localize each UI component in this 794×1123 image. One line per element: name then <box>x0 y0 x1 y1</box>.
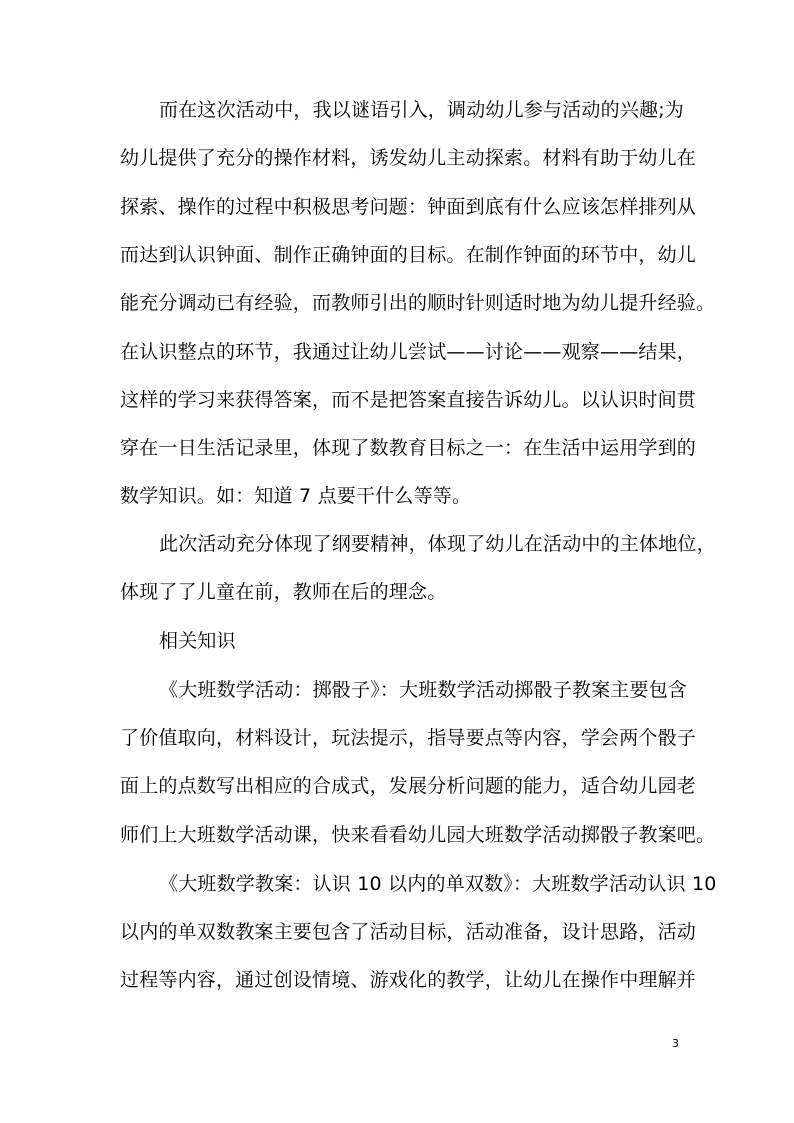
paragraph-line: 过程等内容，通过创设情境、游戏化的教学，让幼儿在操作中理解并 <box>120 969 697 991</box>
paragraph-line: 了价值取向，材料设计，玩法提示，指导要点等内容，学会两个骰子 <box>120 727 697 749</box>
page-number: 3 <box>672 1037 679 1050</box>
paragraph-line: 而达到认识钟面、制作正确钟面的目标。在制作钟面的环节中，幼儿 <box>120 244 697 266</box>
paragraph-line: 能充分调动已有经验，而教师引出的顺时针则适时地为幼儿提升经验。 <box>120 292 716 314</box>
paragraph-line: 这样的学习来获得答案，而不是把答案直接告诉幼儿。以认识时间贯 <box>120 389 697 411</box>
paragraph-line: 体现了了儿童在前，教师在后的理念。 <box>120 581 447 603</box>
paragraph-line: 面上的点数写出相应的合成式，发展分析问题的能力，适合幼儿园老 <box>120 775 697 797</box>
paragraph-line: 在认识整点的环节，我通过让幼儿尝试——讨论——观察——结果， <box>120 341 697 363</box>
paragraph-line: 幼儿提供了充分的操作材料，诱发幼儿主动探索。材料有助于幼儿在 <box>120 147 697 169</box>
paragraph-line: 师们上大班数学活动课，快来看看幼儿园大班数学活动掷骰子教案吧。 <box>120 824 716 846</box>
paragraph-line: 此次活动充分体现了纲要精神，体现了幼儿在活动中的主体地位， <box>159 533 716 555</box>
paragraph-line: 数学知识。如：知道 7 点要干什么等等。 <box>120 485 472 507</box>
section-heading: 相关知识 <box>159 630 236 652</box>
paragraph-line: 而在这次活动中，我以谜语引入，调动幼儿参与活动的兴趣;为 <box>159 99 685 121</box>
paragraph-line: 探索、操作的过程中积极思考问题：钟面到底有什么应该怎样排列从 <box>120 196 697 218</box>
paragraph-line: 《大班数学教案：认识 10 以内的单双数》：大班数学活动认识 10 <box>159 873 717 895</box>
paragraph-line: 以内的单双数教案主要包含了活动目标，活动准备，设计思路，活动 <box>120 921 697 943</box>
paragraph-line: 穿在一日生活记录里，体现了数教育目标之一：在生活中运用学到的 <box>120 437 697 459</box>
paragraph-line: 《大班数学活动：掷骰子》：大班数学活动掷骰子教案主要包含 <box>159 679 688 701</box>
